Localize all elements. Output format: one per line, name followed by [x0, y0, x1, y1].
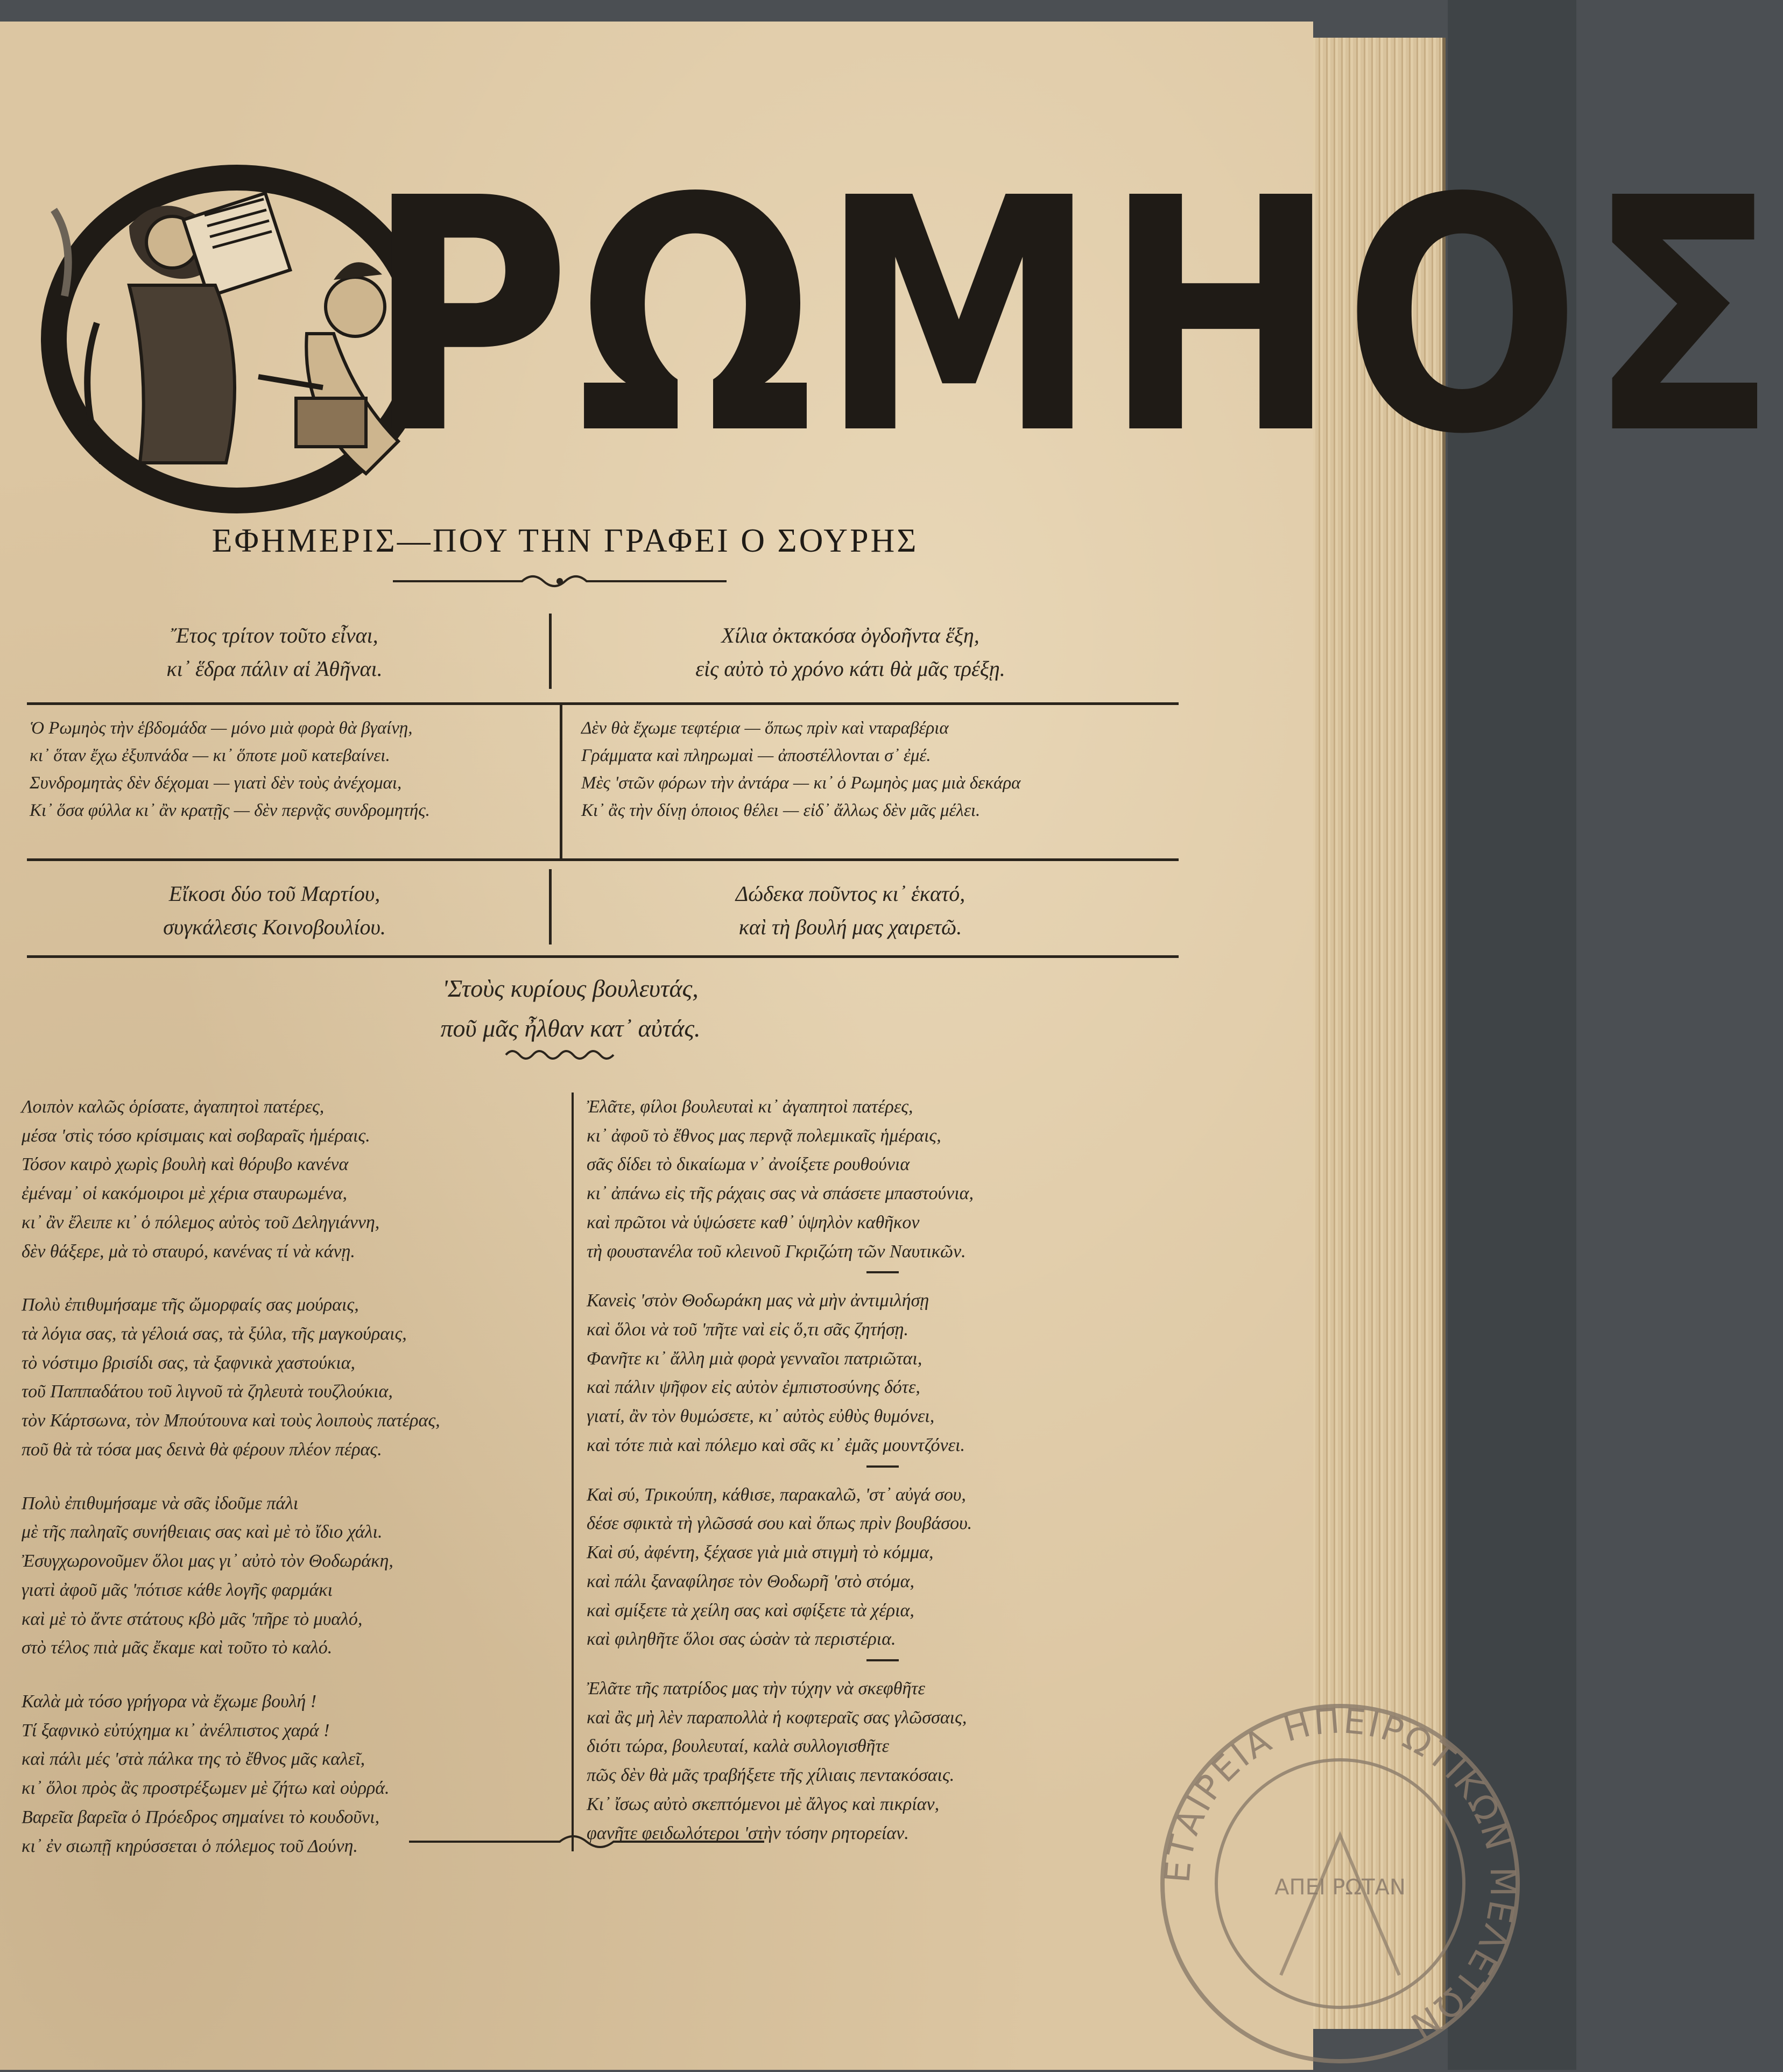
poem-line: μέσα 'στὶς τόσο κρίσιμαις καὶ σοβαραῖς ἡμέραις.	[22, 1125, 370, 1146]
info-bottom-divider	[549, 869, 552, 945]
end-flourish-icon	[409, 1830, 764, 1851]
poem-heading-line-2: ποῦ μᾶς ἦλθαν κατ᾽ αὐτάς.	[440, 1014, 701, 1042]
info-greeting-verse	[608, 877, 1093, 944]
poem-line: γιατί, ἂν τὸν θυμώσετε, κι᾽ αὐτὸς εὐθὺς θυμόνει,	[587, 1406, 935, 1427]
poem-line: τοῦ Παππαδάτου τοῦ λιγνοῦ τὰ ζηλευτὰ τουζλούκια,	[22, 1382, 393, 1402]
stanza-dash	[866, 1659, 899, 1661]
terms-left-line: Ὁ Ρωμηὸς τὴν ἑβδομάδα — μόνο μιὰ φορὰ θὰ βγαίνῃ,	[30, 718, 413, 738]
info-session-verse	[124, 877, 425, 944]
masthead	[32, 129, 1783, 511]
poem-line: καὶ πάλι μές 'στὰ πάλκα της τὸ ἔθνος μᾶς καλεῖ,	[22, 1749, 365, 1770]
poem-line: σᾶς δίδει τὸ δικαίωμα ν᾽ ἀνοίξετε ρουθούνια	[587, 1154, 910, 1175]
poem-line: τὸν Κάρτσωνα, τὸν Μπούτουνα καὶ τοὺς λοιποὺς πατέρας,	[22, 1411, 440, 1431]
info-top-divider	[549, 614, 552, 689]
info-terms-right	[581, 715, 1020, 825]
poem-line: κι᾽ ἂν ἔλειπε κι᾽ ὁ πόλεμος αὐτὸς τοῦ Δεληγιάννη,	[22, 1212, 380, 1232]
poem-right-column	[587, 1093, 974, 1848]
poem-line: Ἐλᾶτε, φίλοι βουλευταὶ κι᾽ ἀγαπητοὶ πατέρες,	[587, 1097, 913, 1117]
poem-line: δὲν θάξερε, μὰ τὸ σταυρό, κανένας τί νὰ κάνῃ.	[22, 1241, 355, 1261]
poem-line: Ἐλᾶτε τῆς πατρίδος μας τὴν τύχην νὰ σκεφθῆτε	[587, 1678, 925, 1699]
info-rule-3	[27, 955, 1179, 958]
poem-line: καὶ πάλι ξαναφίλησε τὸν Θοδωρῆ 'στὸ στόμα,	[587, 1571, 914, 1591]
terms-left-line: κι᾽ ὅταν ἔχω ἐξυπνάδα — κι᾽ ὅποτε μοῦ κατεβαίνει.	[30, 746, 390, 766]
poem-line: καὶ φιληθῆτε ὅλοι σας ὡσὰν τὰ περιστέρια.	[587, 1629, 896, 1650]
masthead-tagline: ΕΦΗΜΕΡΙΣ—ΠΟΥ ΤΗΝ ΓΡΑΦΕΙ Ο ΣΟΥΡΗΣ	[212, 523, 919, 559]
info-date-verse	[608, 619, 1093, 686]
poem-line: Καὶ σύ, ἀφέντη, ξέχασε γιὰ μιὰ στιγμὴ τὸ κόμμα,	[587, 1542, 934, 1563]
terms-right-line: Μὲς 'στῶν φόρων τὴν ἀντάρα — κι᾽ ὁ Ρωμηὸς μας μιὰ δεκάρα	[581, 773, 1021, 793]
session-line-2: συγκάλεσις Κοινοβουλίου.	[163, 915, 386, 939]
svg-text:ΕΤΑΙΡΕΙΑ ΗΠΕΙΡΩΤΙΚΩΝ ΜΕΛΕΤΩΝ	[1158, 1701, 1522, 2046]
info-rule-2	[27, 858, 1179, 861]
poem-line: ποῦ θὰ τὰ τόσα μας δεινὰ θὰ φέρουν πλέον πέρας.	[22, 1439, 382, 1460]
stanza	[587, 1093, 974, 1266]
terms-right-line: Δὲν θὰ ἔχωμε τεφτέρια — ὅπως πρὶν καὶ νταραβέρια	[581, 718, 949, 738]
poem-line: κι᾽ ἀφοῦ τὸ ἔθνος μας περνᾷ πολεμικαῖς ἡμέραις,	[587, 1125, 941, 1146]
session-line-1: Εἴκοσι δύο τοῦ Μαρτίου,	[168, 882, 380, 906]
poem-line: καὶ ὅλοι νὰ τοῦ 'πῆτε ναὶ εἰς ὅ,τι σᾶς ζητήσῃ.	[587, 1320, 908, 1340]
stanza	[22, 1687, 440, 1860]
info-date-line-1: Χίλια ὀκτακόσα ὀγδοῆντα ἕξη,	[721, 623, 979, 647]
poem-line: στὸ τέλος πιὰ μᾶς ἔκαμε καὶ τοῦτο τὸ καλό.	[22, 1638, 333, 1658]
masthead-title: ΡΩΜΗΟΣ	[366, 129, 1783, 505]
poem-line: καὶ πάλιν ψῆφον εἰς αὐτὸν ἐμπιστοσύνης δότε,	[587, 1377, 920, 1398]
terms-right-line: Γράμματα καὶ πληρωμαὶ — ἀποστέλλονται σ᾽ ἐμέ.	[581, 746, 931, 766]
stanza	[587, 1481, 974, 1654]
info-year-line-1: Ἔτος τρίτον τοῦτο εἶναι,	[171, 623, 378, 647]
poem-line: δέσε σφικτὰ τὴ γλῶσσά σου καὶ ὅπως πρὶν βουβάσου.	[587, 1513, 972, 1534]
greeting-line-1: Δώδεκα ποῦντος κι᾽ ἑκατό,	[735, 882, 966, 906]
poem-line: Πολὺ ἐπιθυμήσαμε νὰ σᾶς ἰδοῦμε πάλι	[22, 1493, 299, 1513]
stamp-inner-text: ΑΠΕΙ ΡΩΤΑΝ	[1274, 1875, 1406, 1900]
poem-line: Κι᾽ ἴσως αὐτὸ σκεπτόμενοι μὲ ἄλγος καὶ πικρίαν,	[587, 1794, 940, 1814]
poem-line: πῶς δὲν θὰ μᾶς τραβήξετε τῆς χίλιαις πεντακόσαις.	[587, 1765, 955, 1786]
terms-left-line: Συνδρομητὰς δὲν δέχομαι — γιατὶ δὲν τοὺς ἀνέχομαι,	[30, 773, 402, 793]
poem-line: καὶ πρῶτοι νὰ ὑψώσετε καθ᾽ ὑψηλὸν καθῆκον	[587, 1212, 920, 1232]
poem-line: καὶ τότε πιὰ καὶ πόλεμο καὶ σᾶς κι᾽ ἐμᾶς μουντζόνει.	[587, 1435, 965, 1455]
poem-line: γιατὶ ἀφοῦ μᾶς 'πότισε κάθε λογῆς φαρμάκι	[22, 1580, 333, 1600]
poem-line: Τόσον καιρὸ χωρὶς βουλὴ καὶ θόρυβο κανένα	[22, 1154, 349, 1175]
library-stamp	[1152, 1695, 1528, 2072]
wave-divider-icon	[506, 1047, 614, 1063]
terms-left-line: Κι᾽ ὅσα φύλλα κι᾽ ἂν κρατῇς — δὲν περνᾷς συνδρομητής.	[30, 801, 430, 821]
poem-line: καὶ μὲ τὸ ἄντε στάτους κβὸ μᾶς 'πῆρε τὸ μυαλό,	[22, 1609, 363, 1629]
poem-line: καὶ ἂς μὴ λὲν παραπολλὰ ἡ κοφτεραῖς σας γλῶσσαις,	[587, 1707, 967, 1728]
poem-line: Κανεὶς 'στὸν Θοδωράκη μας νὰ μὴν ἀντιμιλήσῃ	[587, 1291, 929, 1311]
poem-line: φανῆτε φειδωλότεροι 'στὴν τόσην ρητορείαν.	[587, 1823, 909, 1843]
stanza	[587, 1286, 974, 1460]
poem-line: ἐμέναμ᾽ οἱ κακόμοιροι μὲ χέρια σταυρωμένα,	[22, 1183, 347, 1204]
poem-heading-line-1: 'Στοὺς κυρίους βουλευτάς,	[442, 975, 699, 1002]
poem-line: κι᾽ ὅλοι πρὸς ἂς προστρέξωμεν μὲ ζήτω καὶ οὐρρά.	[22, 1778, 390, 1799]
poem-line: Βαρεῖα βαρεῖα ὁ Πρόεδρος σημαίνει τὸ κουδοῦνι,	[22, 1807, 380, 1827]
stanza	[22, 1291, 440, 1464]
stamp-text: ΕΤΑΙΡΕΙΑ ΗΠΕΙΡΩΤΙΚΩΝ ΜΕΛΕΤΩΝ	[1158, 1701, 1523, 2047]
column-divider	[572, 1093, 574, 1851]
poem-line: κι᾽ ἐν σιωπῇ κηρύσσεται ὁ πόλεμος τοῦ Δούνη.	[22, 1836, 358, 1856]
stanza-dash	[866, 1271, 899, 1273]
poem-line: κι᾽ ἀπάνω εἰς τῆς ράχαις σας νὰ σπάσετε μπαστούνια,	[587, 1183, 974, 1204]
poem-heading	[301, 969, 840, 1048]
flourish-divider-icon	[393, 570, 727, 592]
poem-line: τὸ νόστιμο βρισίδι σας, τὰ ξαφνικὰ χαστούκια,	[22, 1352, 356, 1373]
terms-right-line: Κι᾽ ἂς τὴν δίνῃ ὁποιος θέλει — εἰδ᾽ ἄλλως δὲν μᾶς μέλει.	[581, 801, 981, 821]
poem-line: τὴ φουστανέλα τοῦ κλεινοῦ Γκριζώτη τῶν Ναυτικῶν.	[587, 1241, 966, 1261]
stanza	[22, 1093, 440, 1266]
poem-line: καὶ σμίξετε τὰ χείλη σας καὶ σφίξετε τὰ χέρια,	[587, 1600, 914, 1620]
poem-line: Λοιπὸν καλῶς ὁρίσατε, ἀγαπητοὶ πατέρες,	[22, 1097, 325, 1117]
stanza-dash	[866, 1465, 899, 1468]
info-year-line-2: κι᾽ ἕδρα πάλιν αἱ Ἀθῆναι.	[166, 657, 383, 681]
poem-line: Τί ξαφνικὸ εὐτύχημα κι᾽ ἀνέλπιστος χαρά !	[22, 1720, 330, 1740]
stanza	[587, 1674, 974, 1848]
poem-line: Φανῆτε κι᾽ ἄλλη μιὰ φορὰ γενναῖοι πατριῶται,	[587, 1348, 922, 1369]
poem-left-column	[22, 1093, 440, 1885]
poem-line: διότι τώρα, βουλευταί, καλὰ συλλογισθῆτε	[587, 1736, 889, 1757]
poem-line: Καὶ σύ, Τρικούπη, κάθισε, παρακαλῶ, 'στ᾽ αὐγά σου,	[587, 1484, 966, 1505]
info-terms-left	[30, 715, 430, 825]
info-rule-1	[27, 702, 1179, 705]
poem-line: τὰ λόγια σας, τὰ γέλοιά σας, τὰ ξύλα, τῆς μαγκούραις,	[22, 1324, 407, 1344]
info-date-line-2: εἰς αὐτὸ τὸ χρόνο κάτι θὰ μᾶς τρέξῃ.	[695, 657, 1005, 681]
poem-line: Καλὰ μὰ τόσο γρήγορα νὰ ἔχωμε βουλή !	[22, 1691, 317, 1711]
info-mid-divider	[560, 702, 562, 861]
poem-line: Πολὺ ἐπιθυμήσαμε τῆς ὤμορφαίς σας μούραις,	[22, 1295, 359, 1315]
greeting-line-2: καὶ τὴ βουλή μας χαιρετῶ.	[738, 915, 962, 939]
info-year-verse	[124, 619, 425, 686]
stanza	[22, 1489, 440, 1662]
poem-line: μὲ τῆς παληαῖς συνήθειαις σας καὶ μὲ τὸ ἴδιο χάλι.	[22, 1522, 383, 1542]
poem-line: Ἐσυγχωρονοῦμεν ὅλοι μας γι᾽ αὐτὸ τὸν Θοδωράκη,	[22, 1551, 393, 1571]
